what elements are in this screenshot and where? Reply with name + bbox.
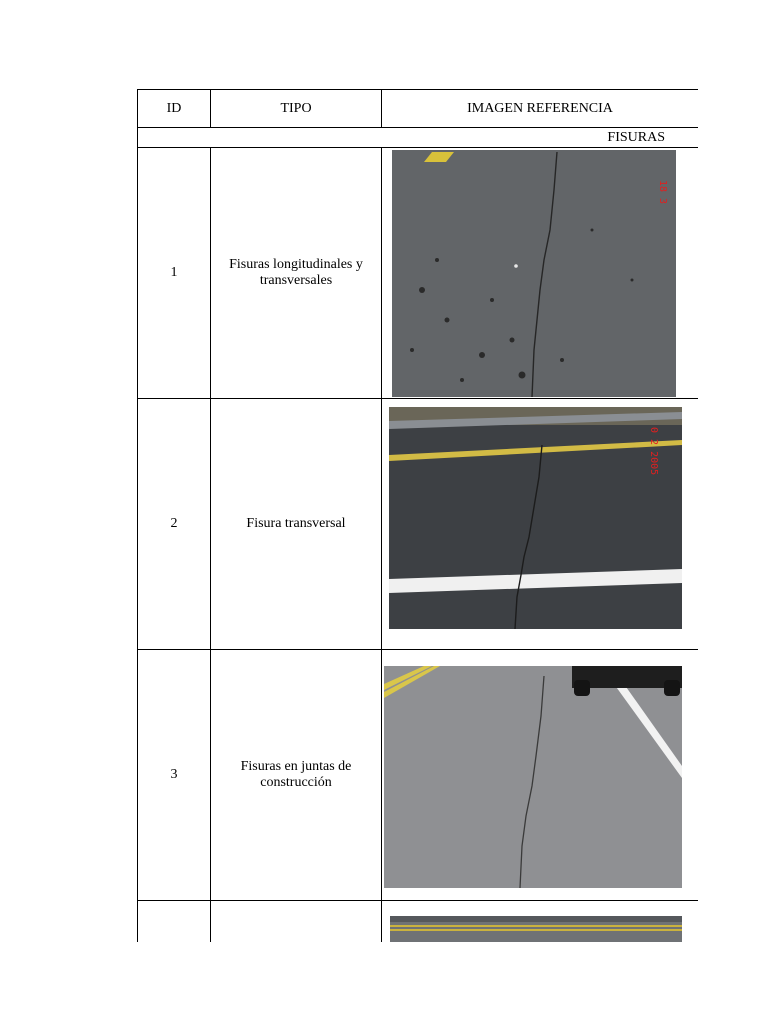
row-id: 2 <box>138 399 211 650</box>
photo-date-stamp: 0 2 2005 <box>648 427 659 476</box>
table-header-row <box>138 90 699 128</box>
section-row <box>138 128 699 148</box>
row-id <box>138 901 211 943</box>
header-imagen-referencia: IMAGEN REFERENCIA <box>382 90 699 128</box>
table-row <box>138 901 699 943</box>
row-image-cell <box>382 650 699 901</box>
photo-date-stamp: 18 3 <box>657 180 668 205</box>
row-image-cell <box>382 148 699 399</box>
row-tipo: Fisura transversal <box>246 516 346 531</box>
header-tipo: TIPO <box>211 90 382 128</box>
crack-photo-1 <box>392 150 676 397</box>
row-id: 1 <box>138 148 211 399</box>
row-image-cell <box>382 399 699 650</box>
row-tipo: Fisuras en juntas de construcción <box>240 759 352 790</box>
row-image-cell <box>382 901 699 943</box>
header-id: ID <box>138 90 211 128</box>
table-row <box>138 650 699 901</box>
row-tipo: Fisuras longitudinales y transversales <box>229 257 363 288</box>
table-row <box>138 148 699 399</box>
section-title: FISURAS <box>138 128 699 148</box>
crack-photo-4 <box>390 916 682 942</box>
crack-photo-2 <box>389 407 682 629</box>
table-row <box>138 399 699 650</box>
row-id: 3 <box>138 650 211 901</box>
crack-photo-3 <box>384 666 682 888</box>
fisuras-table <box>137 89 698 942</box>
